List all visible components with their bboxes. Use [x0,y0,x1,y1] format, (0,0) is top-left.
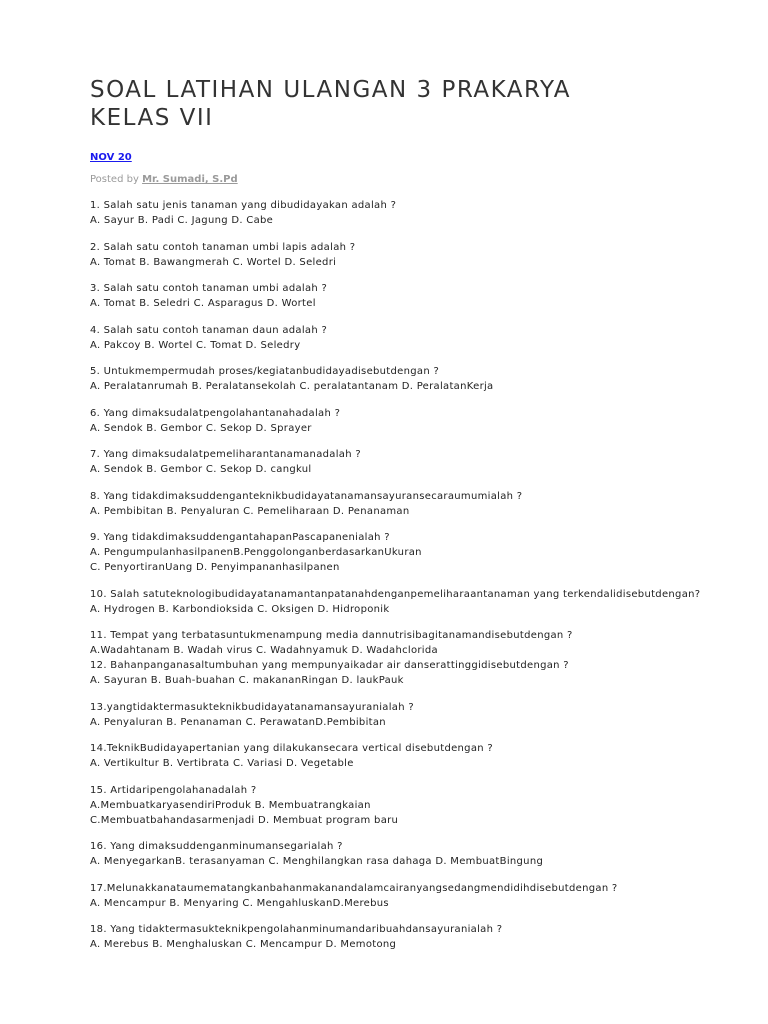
question-text: 2. Salah satu contoh tanaman umbi lapis adalah ? [90,241,356,253]
answer-options: A. Pembibitan B. Penyaluran C. Pemeliharaan D. Penanaman [90,505,410,517]
question-text: 14.TeknikBudidayapertanian yang dilakukansecara vertical disebutdengan ? [90,743,493,754]
question-item [90,530,730,575]
question-item [90,198,730,228]
question-item [90,281,730,311]
question-item [90,783,730,828]
answer-options: C.Membuatbahandasarmenjadi D. Membuat program baru [90,814,399,826]
answer-options: A. Tomat B. Seledri C. Asparagus D. Wortel [90,298,316,309]
question-text: 6. Yang dimaksudalatpengolahantanahadalah ? [90,407,341,419]
question-text: 11. Tempat yang terbatasuntukmenampung media dannutrisibagitanamandisebutdengan ? [90,630,573,641]
answer-options: A. Hydrogen B. Karbondioksida C. Oksigen D. Hidroponik [90,603,390,615]
answer-options: A.MembuatkaryasendiriProduk B. Membuatrangkaian [90,799,371,811]
question-text: 4. Salah satu contoh tanaman daun adalah ? [90,324,328,336]
question-item [90,240,730,270]
answer-options: A. Tomat B. Bawangmerah C. Wortel D. Seledri [90,256,337,268]
question-text: 7. Yang dimaksudalatpemeliharantanamanadalah ? [90,449,361,460]
question-text: 5. Untukmempermudah proses/kegiatanbudidayadisebutdengan ? [90,366,440,377]
question-list [90,198,730,952]
question-item [90,489,730,519]
question-item [90,839,730,869]
author-link[interactable]: Mr. Sumadi, S.Pd [142,174,238,185]
question-item [90,658,730,688]
question-item [90,406,730,436]
question-item [90,922,730,952]
question-item [90,628,730,658]
question-text: 8. Yang tidakdimaksuddenganteknikbudidayatanamansayuransecaraumumialah ? [90,490,523,502]
question-item [90,741,730,771]
post-title [90,76,730,132]
question-item [90,881,730,911]
answer-options: A. PengumpulanhasilpanenB.PenggolonganberdasarkanUkuran [90,547,422,558]
answer-options: C. PenyortiranUang D. Penyimpananhasilpanen [90,562,340,573]
post-title-line-2: KELAS VII [90,105,214,131]
answer-options: A. Sayuran B. Buah-buahan C. makananRingan D. laukPauk [90,675,404,686]
answer-options: A. Mencampur B. Menyaring C. MengahluskanD.Merebus [90,897,389,909]
posted-by-label: Posted by [90,174,139,185]
question-text: 1. Salah satu jenis tanaman yang dibudidayakan adalah ? [90,200,397,211]
question-text: 16. Yang dimaksuddenganminumansegarialah ? [90,841,343,852]
post-date-link[interactable]: NOV 20 [90,152,132,163]
answer-options: A. Peralatanrumah B. Peralatansekolah C. peralatantanam D. PeralatanKerja [90,381,494,392]
question-item [90,587,730,617]
post-byline [90,173,730,187]
question-text: 15. Artidaripengolahanadalah ? [90,784,257,796]
answer-options: A. Pakcoy B. Wortel C. Tomat D. Seledry [90,339,301,351]
post-title-line-1: SOAL LATIHAN ULANGAN 3 PRAKARYA [90,77,572,103]
question-text: 10. Salah satuteknologibudidayatanamantanpatanahdenganpemeliharaantanaman yang terkendalidisebutdengan? [90,588,701,600]
question-text: 17.Melunakkanataumematangkanbahanmakanandalamcairanyangsedangmendidihdisebutdengan ? [90,882,618,894]
question-item [90,700,730,730]
answer-options: A.Wadahtanam B. Wadah virus C. Wadahnyamuk D. Wadahclorida [90,645,438,656]
answer-options: A. MenyegarkanB. terasanyaman C. Menghilangkan rasa dahaga D. MembuatBingung [90,856,544,867]
question-text: 9. Yang tidakdimaksuddengantahapanPascapanenialah ? [90,532,390,543]
blog-post [90,76,730,964]
answer-options: A. Sendok B. Gembor C. Sekop D. Sprayer [90,422,312,434]
question-item [90,323,730,353]
question-text: 12. Bahanpanganasaltumbuhan yang mempunyaikadar air danserattinggidisebutdengan ? [90,660,569,671]
question-text: 13.yangtidaktermasukteknikbudidayatanamansayuranialah ? [90,701,414,713]
question-text: 18. Yang tidaktermasukteknikpengolahanminumandaribuahdansayuranialah ? [90,924,503,935]
answer-options: A. Merebus B. Menghaluskan C. Mencampur D. Memotong [90,939,397,950]
answer-options: A. Vertikultur B. Vertibrata C. Variasi D. Vegetable [90,758,354,769]
question-text: 3. Salah satu contoh tanaman umbi adalah ? [90,283,328,294]
answer-options: A. Sendok B. Gembor C. Sekop D. cangkul [90,464,312,475]
answer-options: A. Penyaluran B. Penanaman C. PerawatanD.Pembibitan [90,716,386,728]
question-item [90,447,730,477]
question-item [90,364,730,394]
answer-options: A. Sayur B. Padi C. Jagung D. Cabe [90,215,274,226]
